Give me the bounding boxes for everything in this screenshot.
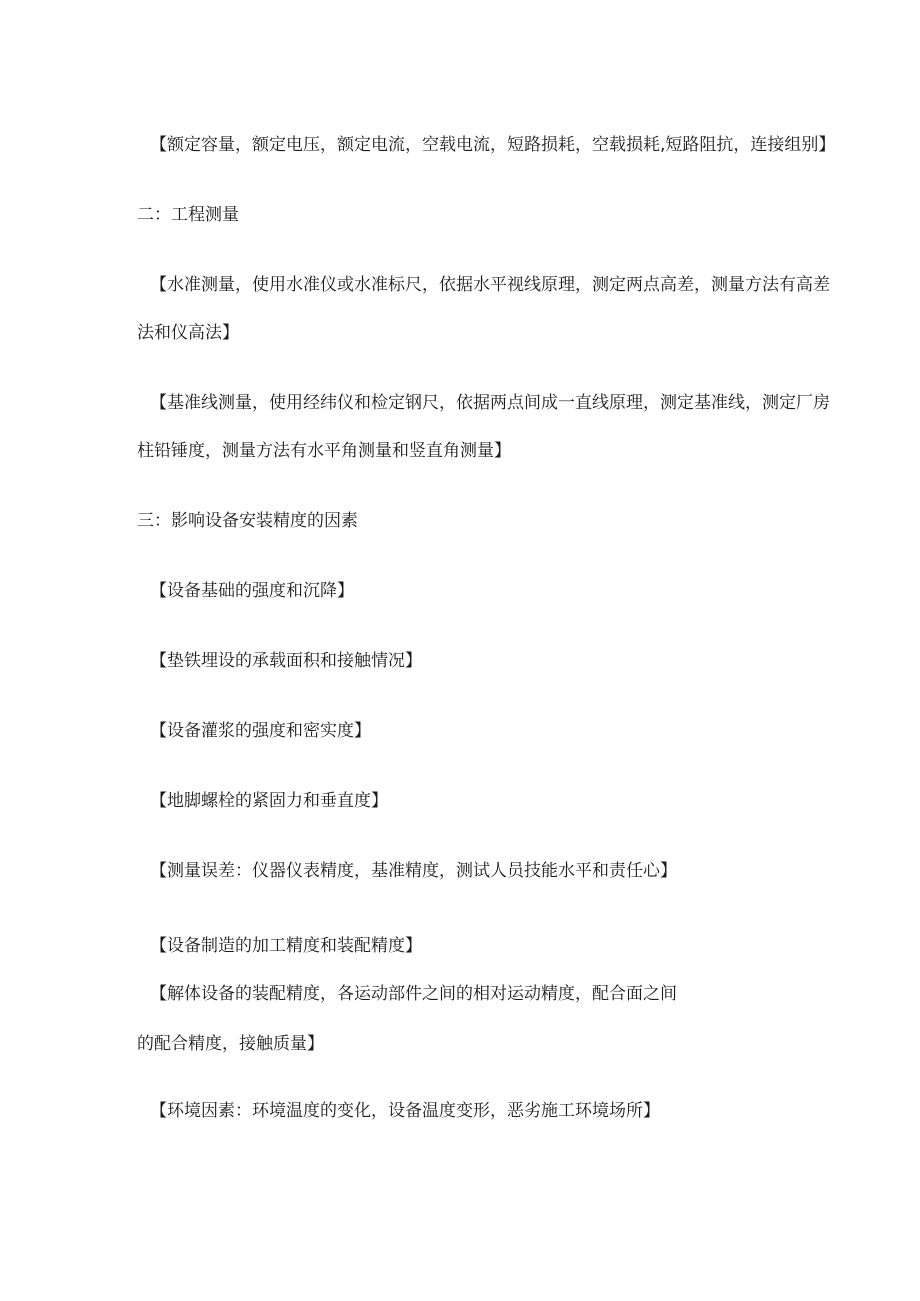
factor-environment: 【环境因素：环境温度的变化，设备温度变形，恶劣施工环境场所】 <box>150 1101 660 1121</box>
factor-grouting: 【设备灌浆的强度和密实度】 <box>150 721 371 741</box>
section-heading-precision-factors: 三：影响设备安装精度的因素 <box>137 511 358 531</box>
section-heading-engineering-survey: 二：工程测量 <box>137 205 239 225</box>
factor-disassembly-line-2: 的配合精度，接触质量】 <box>137 1034 324 1054</box>
factor-foundation: 【设备基础的强度和沉降】 <box>150 581 354 601</box>
baseline-survey-line-1: 【基准线测量，使用经纬仪和检定钢尺，依据两点间成一直线原理，测定基准线，测定厂房 <box>150 393 830 413</box>
factor-shim-plates: 【垫铁埋设的承载面积和接触情况】 <box>150 651 422 671</box>
leveling-survey-line-2: 法和仪高法】 <box>137 323 239 343</box>
factor-manufacturing: 【设备制造的加工精度和装配精度】 <box>150 936 422 956</box>
factor-disassembly-line-1: 【解体设备的装配精度，各运动部件之间的相对运动精度，配合面之间 <box>150 984 677 1004</box>
transformer-parameters: 【额定容量，额定电压，额定电流，空载电流，短路损耗，空载损耗,短路阻抗，连接组别】 <box>150 135 836 155</box>
factor-measurement-error: 【测量误差：仪器仪表精度，基准精度，测试人员技能水平和责任心】 <box>150 861 677 881</box>
baseline-survey-line-2: 柱铅锤度，测量方法有水平角测量和竖直角测量】 <box>137 441 511 461</box>
factor-anchor-bolts: 【地脚螺栓的紧固力和垂直度】 <box>150 791 388 811</box>
leveling-survey-line-1: 【水准测量，使用水准仪或水准标尺，依据水平视线原理，测定两点高差，测量方法有高差 <box>150 275 830 295</box>
